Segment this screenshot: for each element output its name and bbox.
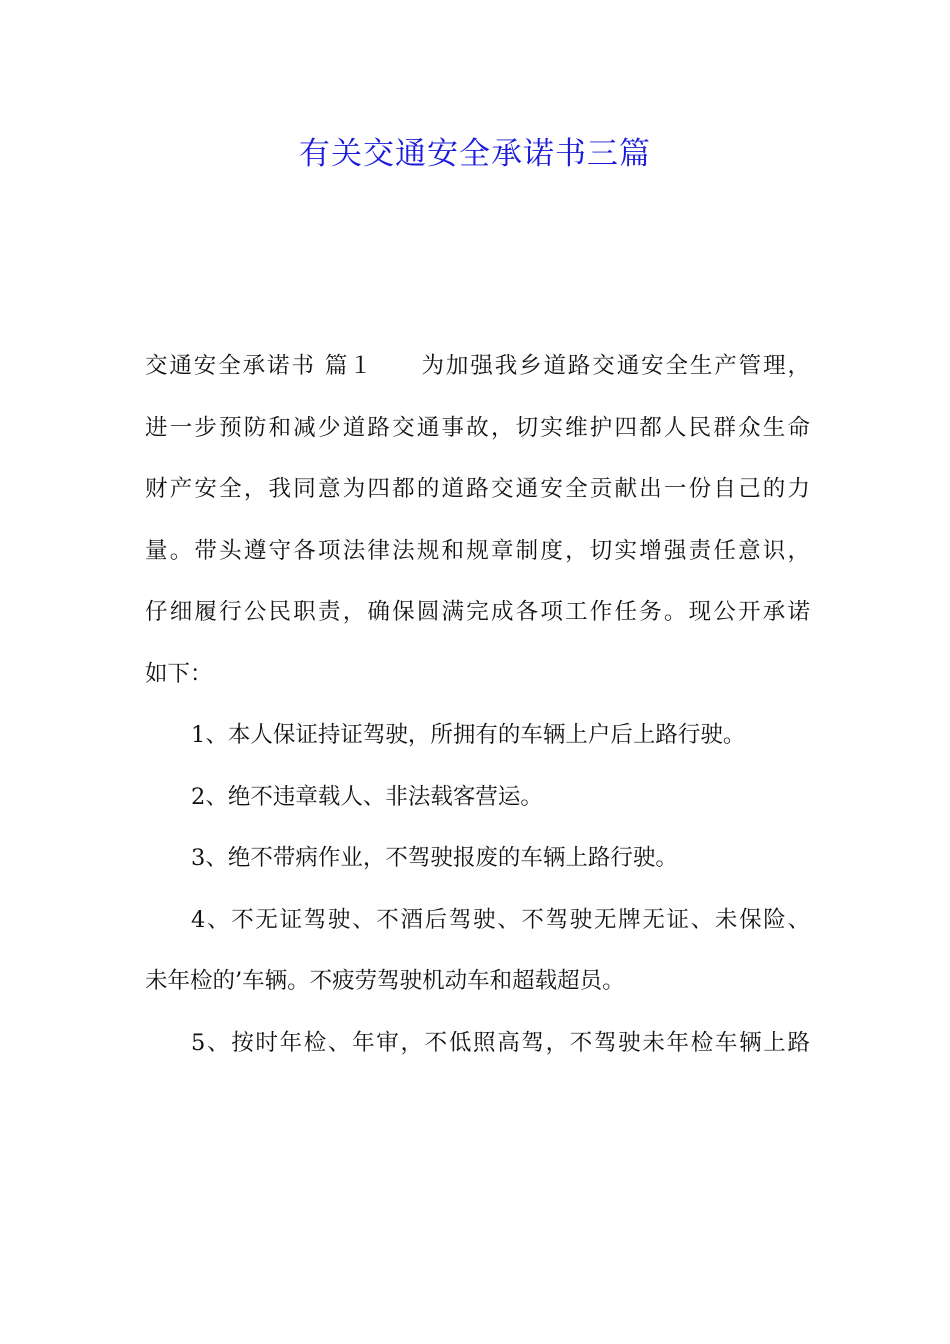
paragraph-line: 财产安全，我同意为四都的道路交通安全贡献出一份自己的力	[145, 476, 810, 502]
paragraph-text: 为加强我乡道路交通安全生产管理，	[419, 353, 810, 379]
section-heading: 交通安全承诺书 篇１	[145, 353, 374, 379]
document-body	[145, 336, 810, 1074]
list-item: 5、按时年检、年审，不低照高驾，不驾驶未年检车辆上路	[191, 1029, 810, 1056]
paragraph-line: 量。带头遵守各项法律法规和规章制度，切实增强责任意识，	[145, 537, 810, 564]
list-item-continuation: 未年检的’车辆。不疲劳驾驶机动车和超载超员。	[145, 968, 625, 994]
list-item: 3、绝不带病作业，不驾驶报废的车辆上路行驶。	[191, 845, 678, 871]
paragraph-line	[145, 336, 810, 398]
paragraph-line: 如下：	[145, 660, 213, 687]
list-item: 1、本人保证持证驾驶，所拥有的车辆上户后上路行驶。	[191, 722, 746, 748]
list-item: 2、绝不违章载人、非法载客营运。	[191, 783, 543, 810]
list-item: 4、不无证驾驶、不酒后驾驶、不驾驶无牌无证、未保险、	[191, 906, 810, 933]
paragraph-line: 仔细履行公民职责，确保圆满完成各项工作任务。现公开承诺	[145, 599, 810, 625]
document-title: 有关交通安全承诺书三篇	[299, 136, 651, 172]
paragraph-line: 进一步预防和减少道路交通事故，切实维护四都人民群众生命	[145, 414, 810, 441]
